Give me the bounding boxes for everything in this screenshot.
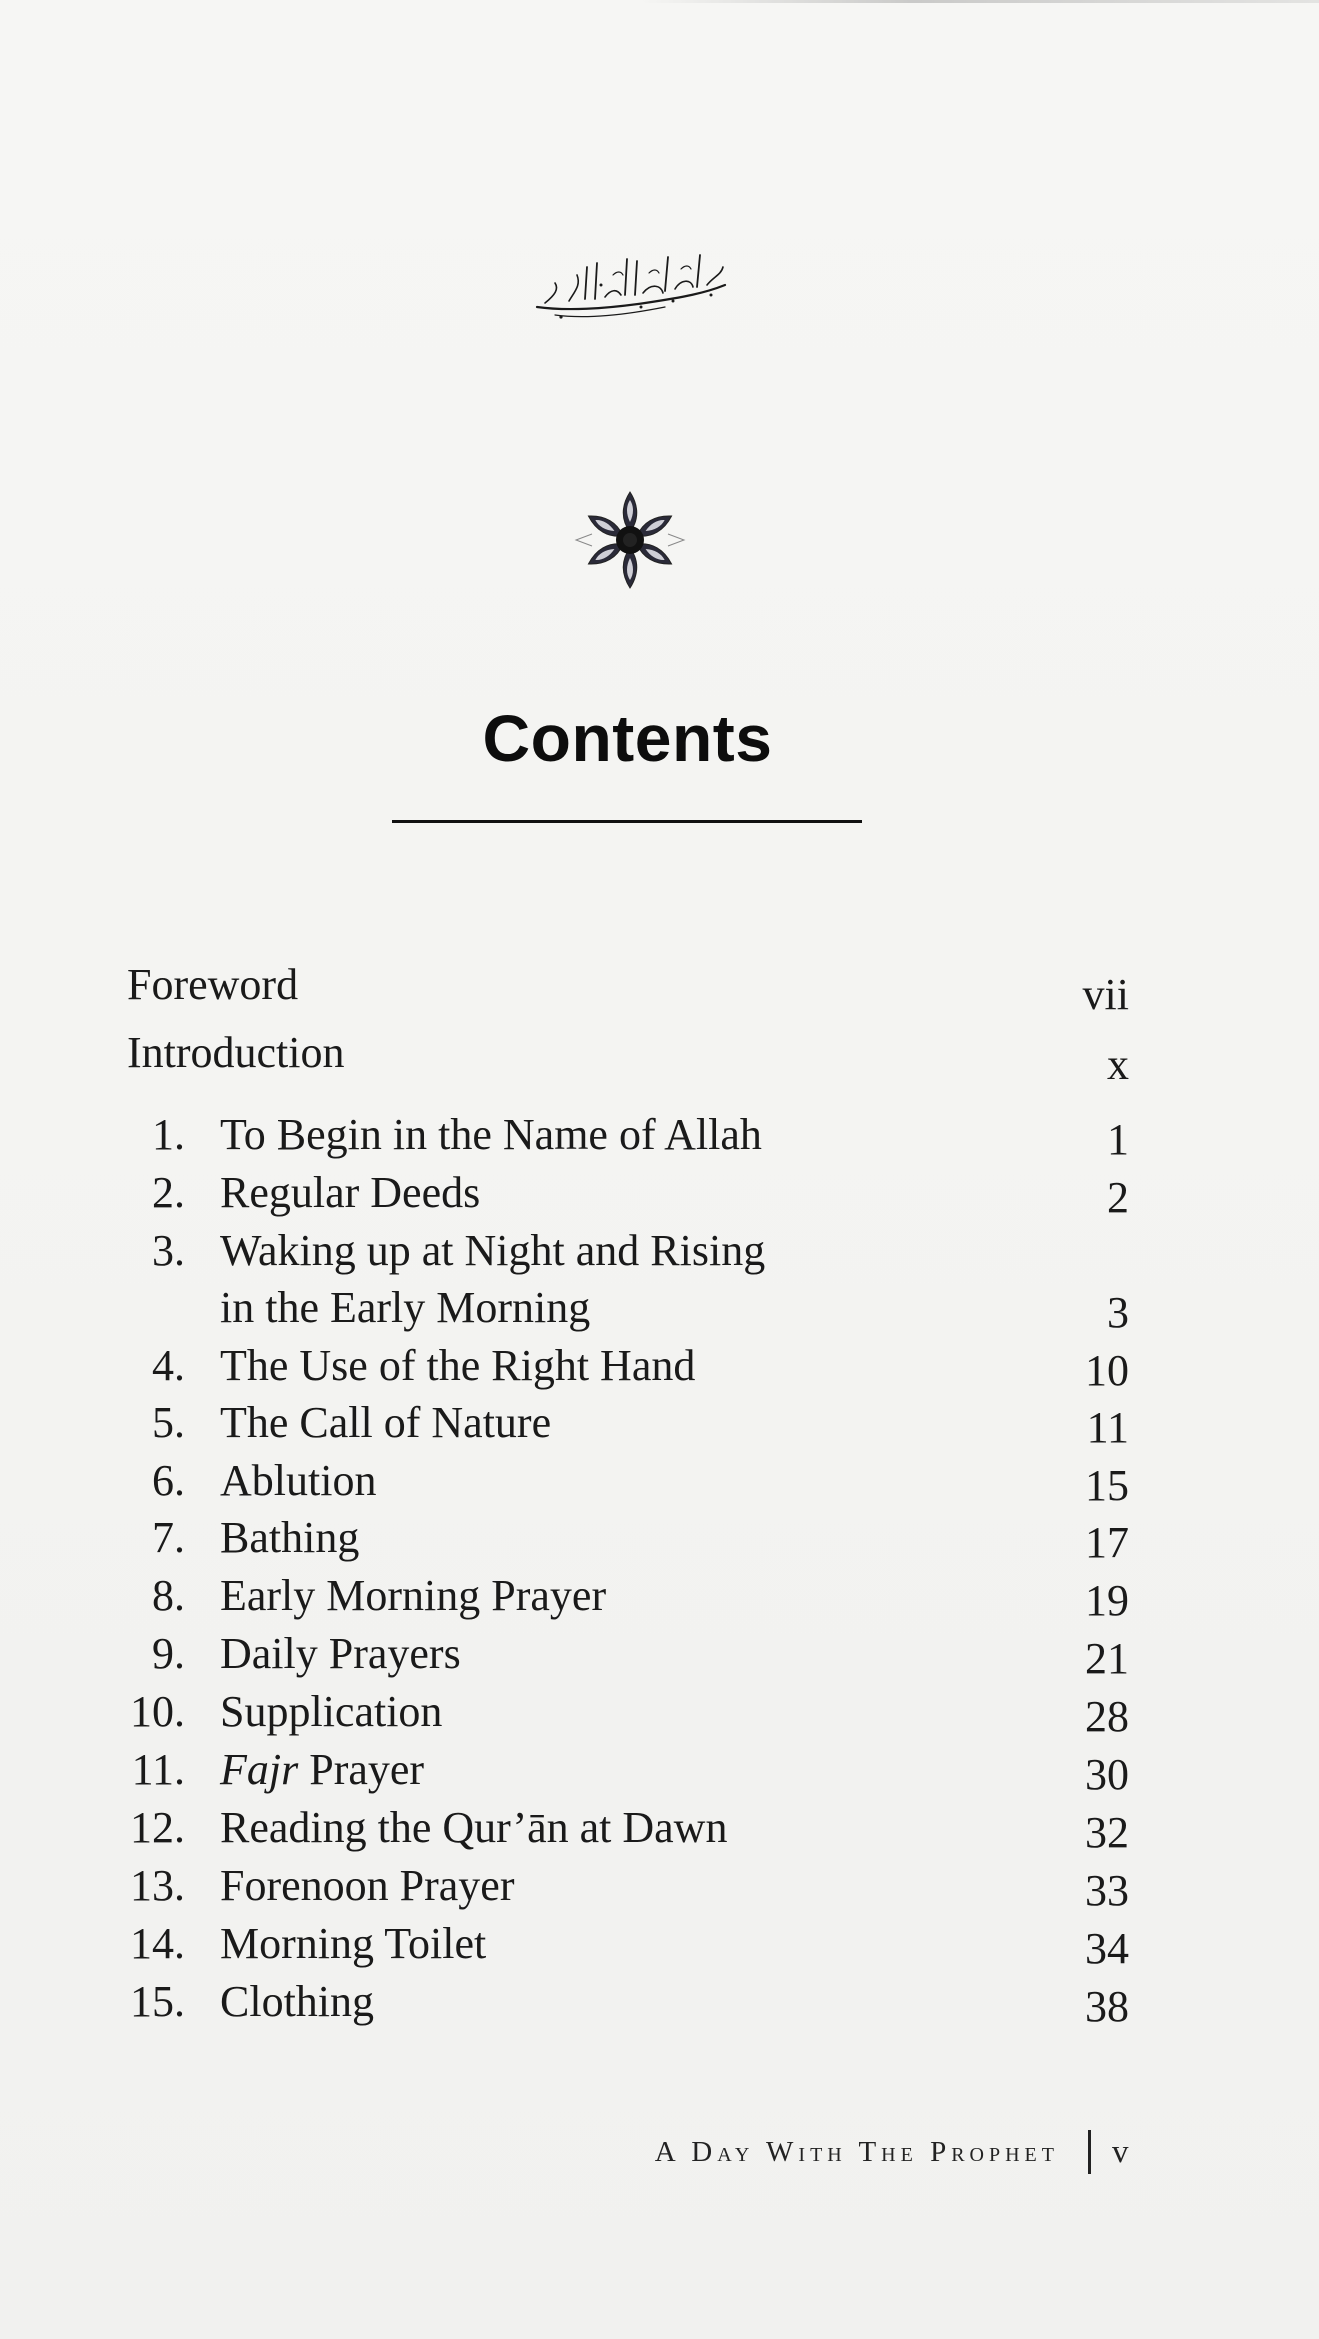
toc-entry-page: 15	[1085, 1461, 1129, 1510]
title-underline	[392, 820, 862, 823]
toc-entry-title: To Begin in the Name of Allah	[220, 1110, 762, 1159]
page-title: Contents	[482, 701, 773, 775]
floral-ornament-icon	[570, 480, 690, 600]
toc-entry-title: The Call of Nature	[220, 1398, 552, 1447]
toc-entry-page: vii	[1082, 970, 1129, 1019]
toc-entry-page: 32	[1085, 1808, 1129, 1857]
toc-entry-title-wrapper	[220, 1745, 425, 1794]
toc-entry-page: 3	[1107, 1288, 1129, 1337]
toc-entry-number: 13.	[130, 1861, 185, 1910]
toc-entry-title-italic: Fajr	[220, 1745, 299, 1794]
toc-entry-page: 10	[1085, 1346, 1129, 1395]
toc-entry-title: Forenoon Prayer	[220, 1861, 515, 1910]
toc-entry-title: Clothing	[220, 1977, 375, 2026]
toc-entry-page: 21	[1085, 1634, 1129, 1683]
toc-entry-page: 33	[1085, 1866, 1129, 1915]
toc-entry-page: 34	[1085, 1924, 1129, 1973]
toc-entry-title: Introduction	[127, 1028, 345, 1077]
toc-entry-title: Daily Prayers	[220, 1629, 461, 1678]
toc-entry-title: Ablution	[220, 1456, 377, 1505]
toc-entry-number: 15.	[130, 1977, 185, 2026]
toc-entry-number: 4.	[152, 1341, 185, 1390]
toc-entry-number: 5.	[152, 1398, 185, 1447]
toc-entry-number: 7.	[152, 1513, 185, 1562]
toc-entry-title: Reading the Qur’ān at Dawn	[220, 1803, 728, 1852]
toc-entry-number: 14.	[130, 1919, 185, 1968]
toc-entry-page: 28	[1085, 1692, 1129, 1741]
toc-entry-number: 12.	[130, 1803, 185, 1852]
toc-entry-page: 2	[1107, 1173, 1129, 1222]
running-footer	[0, 2130, 1319, 2180]
toc-entry-page: 17	[1085, 1518, 1129, 1567]
toc-entry-title: Bathing	[220, 1513, 360, 1562]
page-edge-shadow	[640, 0, 1319, 3]
toc-entry-page: 11	[1086, 1403, 1129, 1452]
toc-entry-number: 11.	[131, 1745, 185, 1794]
toc-entry-title: Supplication	[220, 1687, 443, 1736]
toc-entry-number: 8.	[152, 1571, 185, 1620]
toc-entry-title: Waking up at Night and Rising	[220, 1226, 766, 1275]
bismillah-calligraphy	[525, 245, 735, 325]
toc-entry-page: 19	[1085, 1576, 1129, 1625]
toc-entry-number: 2.	[152, 1168, 185, 1217]
toc-entry-number: 9.	[152, 1629, 185, 1678]
toc-entry-title: Foreword	[127, 960, 299, 1009]
toc-entry-title: Morning Toilet	[220, 1919, 487, 1968]
footer-divider	[1088, 2130, 1091, 2174]
toc-entry-page: 38	[1085, 1982, 1129, 2031]
toc-entry-page: x	[1107, 1040, 1129, 1089]
toc-entry-title-line2: in the Early Morning	[220, 1283, 591, 1332]
toc-entry-title: Prayer	[309, 1745, 425, 1794]
footer-book-title: A Day With The Prophet	[654, 2136, 1059, 2168]
toc-entry-title: Regular Deeds	[220, 1168, 481, 1217]
toc-entry-number: 10.	[130, 1687, 185, 1736]
toc-entry-number: 6.	[152, 1456, 185, 1505]
toc-entry-number: 1.	[152, 1110, 185, 1159]
toc-entry-page: 1	[1107, 1115, 1129, 1164]
toc-entry-title: Early Morning Prayer	[220, 1571, 607, 1620]
footer-page-number: v	[1112, 2134, 1129, 2170]
toc-entry-page: 30	[1085, 1750, 1129, 1799]
toc-entry-number: 3.	[152, 1226, 185, 1275]
toc-entry-title: The Use of the Right Hand	[220, 1341, 696, 1390]
